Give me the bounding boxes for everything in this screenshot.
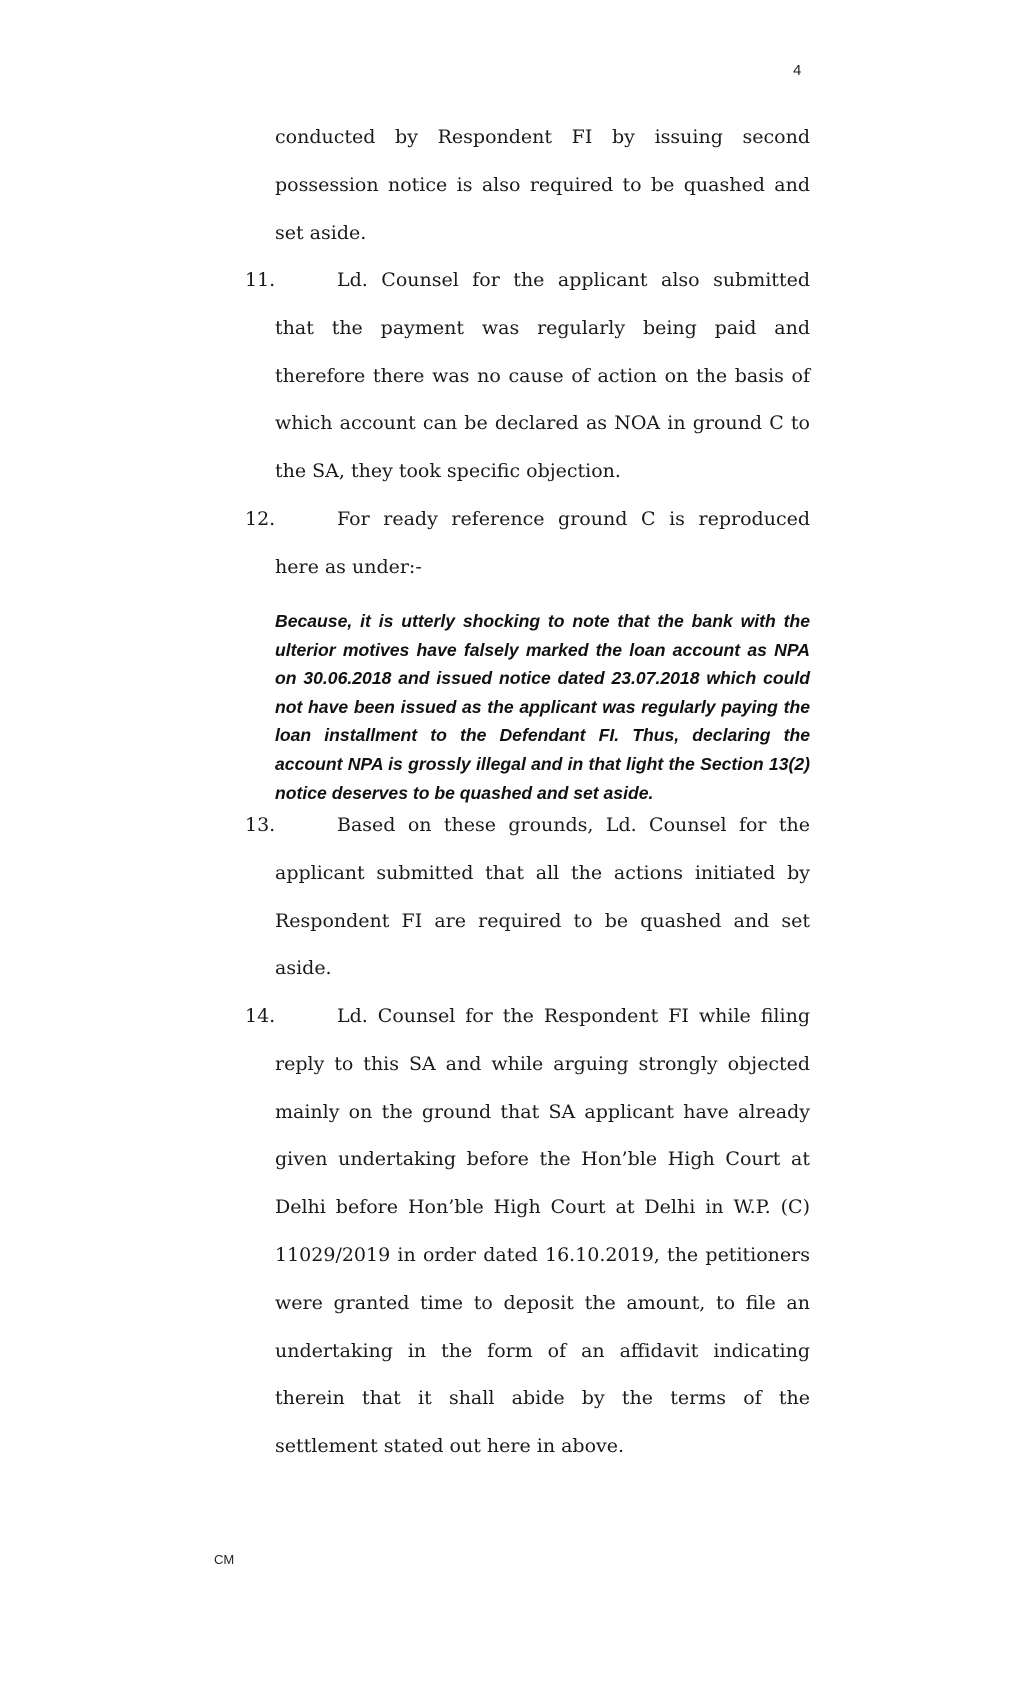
page-number: 4 [793, 62, 802, 79]
paragraph-text: For ready reference ground C is reproduced here as under:- [275, 508, 810, 578]
continuation-paragraph: conducted by Respondent FI by issuing second possession notice is also required to be quashed and set aside. [275, 126, 810, 244]
paragraph-number: 13. [245, 814, 276, 836]
footer-initials: CM [214, 1552, 235, 1567]
paragraph-text: Ld. Counsel for the Respondent FI while filing reply to this SA and while arguing strongly objected mainly on the ground that SA applicant have already given undertaking before the Hon’ble High Court at Delhi before Hon’ble High Court at Delhi in W.P. (C) 11029/2019 in order dated 16.10.2019, the petitioners were granted time to deposit the amount, to file an undertaking in the form of an affidavit indicating therein that it shall abide by the terms of the settlement stated out here in above. [275, 1005, 810, 1458]
paragraph-number: 14. [245, 1005, 276, 1027]
paragraph-number: 11. [245, 269, 276, 291]
quoted-ground-c: Because, it is utterly shocking to note that the bank with the ulterior motives have falsely marked the loan account as NPA on 30.06.2018 and issued notice dated 23.07.2018 which could not have been issued as the applicant was regularly paying the loan installment to the Defendant FI. Thus, declaring the account NPA is grossly illegal and in that light the Section 13(2) notice deserves to be quashed and set aside. [275, 611, 810, 803]
paragraph-text: Ld. Counsel for the applicant also submitted that the payment was regularly being paid and therefore there was no cause of action on the basis of which account can be declared as NOA in ground C to the SA, they took specific objection. [275, 269, 810, 483]
paragraph-14 [245, 993, 810, 1471]
paragraph-11 [245, 257, 810, 496]
paragraph-13 [245, 802, 810, 993]
paragraph-text: Based on these grounds, Ld. Counsel for the applicant submitted that all the actions initiated by Respondent FI are required to be quashed and set aside. [275, 814, 810, 980]
paragraph-12 [245, 496, 810, 592]
paragraph-number: 12. [245, 508, 276, 530]
